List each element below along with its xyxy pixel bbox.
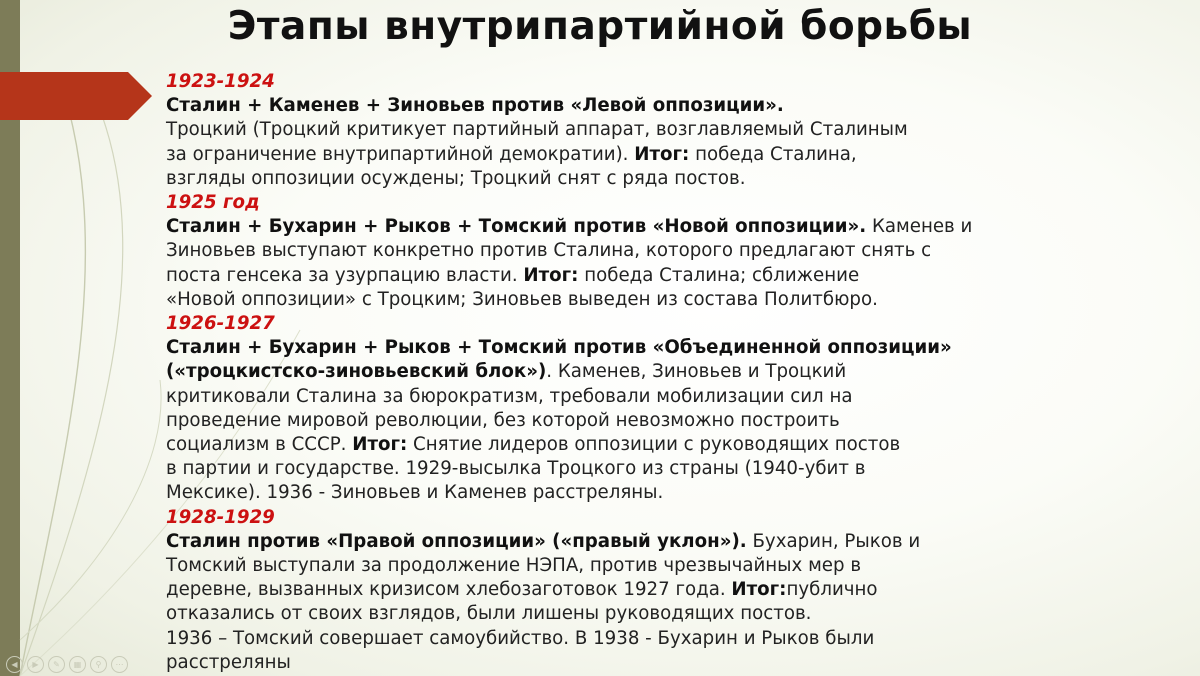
section-3-line5-rest: Снятие лидеров оппозиции с руководящих постов <box>407 434 901 456</box>
pen-icon[interactable]: ✎ <box>48 656 65 673</box>
slideshow-nav-controls <box>6 656 128 673</box>
section-3-bold-head2: («троцкистско-зиновьевский блок») <box>166 361 547 383</box>
section-4-head <box>166 530 1176 554</box>
section-2-line3-rest: победа Сталина; сближение <box>578 264 860 286</box>
section-3-head1: Сталин + Бухарин + Рыков + Томский против «Объединенной оппозиции» <box>166 337 952 359</box>
period-1928-1929: 1928-1929 <box>166 506 275 528</box>
section-2-line3-text: поста генсека за узурпацию власти. <box>166 264 524 286</box>
slide-title: Этапы внутрипартийной борьбы <box>227 4 973 49</box>
itog-label: Итог: <box>523 264 579 286</box>
period-1926-1927: 1926-1927 <box>166 313 275 335</box>
section-4-line5: 1936 – Томский совершает самоубийство. В 1938 - Бухарин и Рыков были <box>166 627 875 649</box>
section-1-line3-rest: победа Сталина, <box>689 143 857 165</box>
section-4-line4: отказались от своих взглядов, были лишены руководящих постов. <box>166 603 812 625</box>
itog-label: Итог: <box>634 143 690 165</box>
section-1-line2: Троцкий (Троцкий критикует партийный аппарат, возглавляемый Сталиным <box>166 119 908 141</box>
section-2-line3 <box>166 264 1176 288</box>
red-arrow-accent <box>0 72 152 120</box>
section-3-line5-text: социализм в СССР. <box>166 434 353 456</box>
section-2-line1-rest: Каменев и <box>866 216 973 238</box>
itog-label: Итог: <box>352 434 408 456</box>
section-1-bold-head: Сталин + Каменев + Зиновьев против «Левой оппозиции». <box>166 95 784 117</box>
slides-icon[interactable]: ▦ <box>69 656 86 673</box>
section-1-line4: взгляды оппозиции осуждены; Троцкий снят с ряда постов. <box>166 167 746 189</box>
section-2-bold-head: Сталин + Бухарин + Рыков + Томский против «Новой оппозиции». <box>166 216 867 238</box>
zoom-icon[interactable]: ⚲ <box>90 656 107 673</box>
section-2-line4: «Новой оппозиции» с Троцким; Зиновьев выведен из состава Политбюро. <box>166 288 878 310</box>
section-4-line6: расстреляны <box>166 651 291 673</box>
section-4-line1-rest: Бухарин, Рыков и <box>746 530 921 552</box>
section-1-line3 <box>166 143 1176 167</box>
prev-icon[interactable]: ◀ <box>6 656 23 673</box>
section-4-line3-text: деревне, вызванных кризисом хлебозаготовок 1927 года. <box>166 579 732 601</box>
play-icon[interactable]: ▶ <box>27 656 44 673</box>
section-2-line2: Зиновьев выступают конкретно против Сталина, которого предлагают снять с <box>166 240 932 262</box>
section-4-line2: Томский выступали за продолжение НЭПА, против чрезвычайных мер в <box>166 555 862 577</box>
slide-content <box>166 70 1176 675</box>
section-3-line4: проведение мировой революции, без которой невозможно построить <box>166 409 840 431</box>
section-1-line3-text: за ограничение внутрипартийной демократии). <box>166 143 635 165</box>
period-1925: 1925 год <box>166 192 260 214</box>
section-4-bold-head: Сталин против «Правой оппозиции» («правый уклон»). <box>166 530 747 552</box>
section-1-head <box>166 94 1176 118</box>
section-3-line7: Мексике). 1936 - Зиновьев и Каменев расстреляны. <box>166 482 664 504</box>
section-4-line3 <box>166 578 1176 602</box>
section-3-line6: в партии и государстве. 1929-высылка Троцкого из страны (1940-убит в <box>166 458 866 480</box>
section-3-line3: критиковали Сталина за бюрократизм, требовали мобилизации сил на <box>166 385 853 407</box>
section-3-head2 <box>166 360 1176 384</box>
period-1923-1924: 1923-1924 <box>166 71 275 92</box>
section-4-line3-rest: публично <box>786 579 878 601</box>
more-icon[interactable]: ⋯ <box>111 656 128 673</box>
section-3-line5 <box>166 433 1176 457</box>
section-3-line2-rest: . Каменев, Зиновьев и Троцкий <box>546 361 847 383</box>
section-2-head <box>166 215 1176 239</box>
itog-label: Итог: <box>731 579 787 601</box>
